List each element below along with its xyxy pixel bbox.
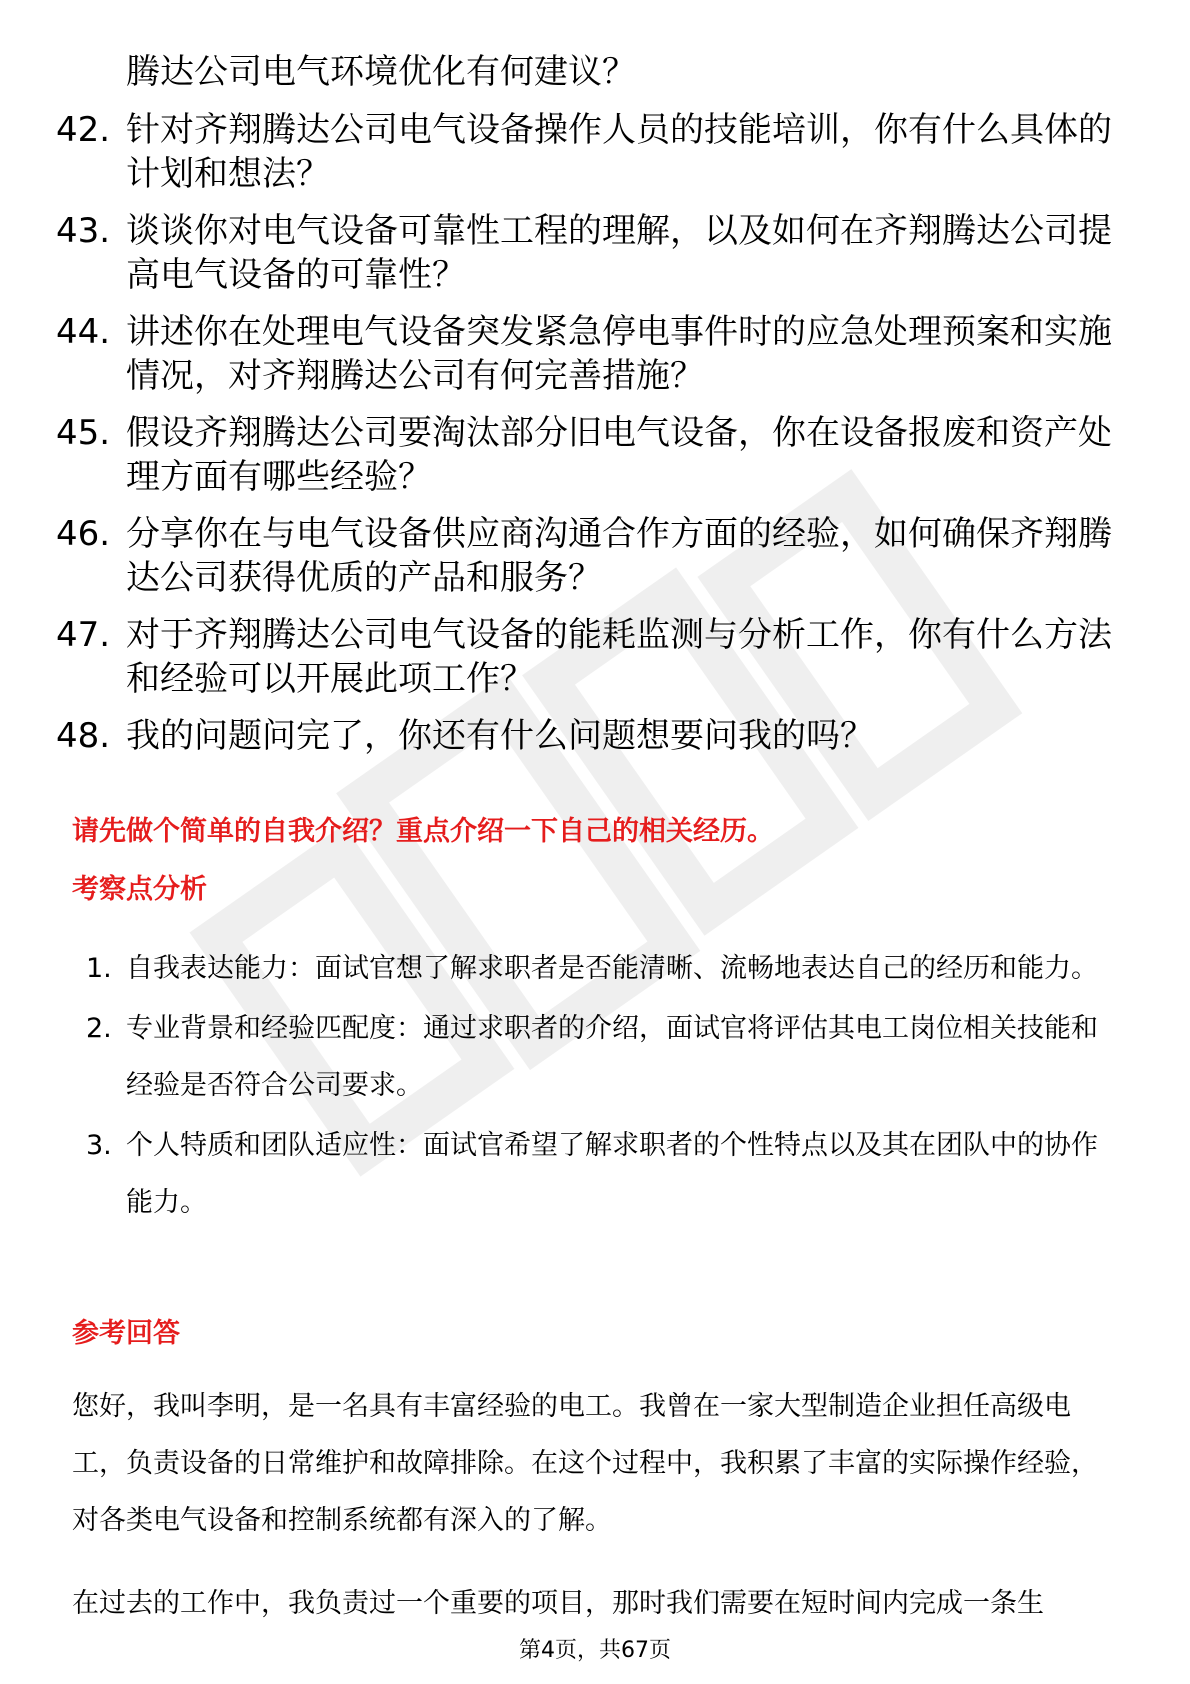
answer-paragraph: 在过去的工作中，我负责过一个重要的项目，那时我们需要在短时间内完成一条生 [72,1588,1044,1619]
question-text: 对于齐翔腾达公司电气设备的能耗监测与分析工作，你有什么方法和经验可以开展此项工作？ [126,615,1112,699]
analysis-heading: 考察点分析 [72,874,207,905]
question-text: 谈谈你对电气设备可靠性工程的理解，以及如何在齐翔腾达公司提高电气设备的可靠性？ [126,211,1112,295]
question-continuation: 腾达公司电气环境优化有何建议？ [126,52,636,92]
question-number: 43. [56,211,111,251]
question-number: 45. [56,413,111,453]
question-number: 48. [56,716,111,756]
page-footer: 第4页，共67页 [519,1638,671,1663]
question-item [56,108,1136,196]
analysis-points-list [86,940,1116,1234]
question-item [56,411,1136,499]
question-number: 42. [56,110,111,150]
question-list [56,108,1136,771]
question-text: 讲述你在处理电气设备突发紧急停电事件时的应急处理预案和实施情况，对齐翔腾达公司有何完善措施？ [126,312,1112,396]
point-text: 专业背景和经验匹配度：通过求职者的介绍，面试官将评估其电工岗位相关技能和经验是否符合公司要求。 [126,1013,1098,1101]
question-item [56,209,1136,297]
question-number: 47. [56,615,111,655]
question-item [56,512,1136,600]
question-text: 我的问题问完了，你还有什么问题想要问我的吗？ [126,716,874,756]
analysis-point [86,1117,1116,1231]
question-item [56,613,1136,701]
point-text: 自我表达能力：面试官想了解求职者是否能清晰、流畅地表达自己的经历和能力。 [126,953,1098,984]
highlight-question: 请先做个简单的自我介绍？重点介绍一下自己的相关经历。 [72,816,774,847]
question-text: 分享你在与电气设备供应商沟通合作方面的经验，如何确保齐翔腾达公司获得优质的产品和服务？ [126,514,1112,598]
point-text: 个人特质和团队适应性：面试官希望了解求职者的个性特点以及其在团队中的协作能力。 [126,1130,1098,1218]
point-number: 2. [86,1013,112,1044]
question-number: 46. [56,514,111,554]
point-number: 1. [86,953,112,984]
answer-paragraph: 您好，我叫李明，是一名具有丰富经验的电工。我曾在一家大型制造企业担任高级电工，负责设备的日常维护和故障排除。在这个过程中，我积累了丰富的实际操作经验，对各类电气设备和控制系统都有深入的了解。 [72,1391,1098,1536]
analysis-point [86,1000,1116,1114]
question-text: 假设齐翔腾达公司要淘汰部分旧电气设备，你在设备报废和资产处理方面有哪些经验？ [126,413,1112,497]
question-item [56,714,1136,758]
point-number: 3. [86,1130,112,1161]
question-text: 针对齐翔腾达公司电气设备操作人员的技能培训，你有什么具体的计划和想法？ [126,110,1112,194]
question-number: 44. [56,312,111,352]
analysis-point [86,940,1116,997]
answer-heading: 参考回答 [72,1318,180,1349]
question-item [56,310,1136,398]
